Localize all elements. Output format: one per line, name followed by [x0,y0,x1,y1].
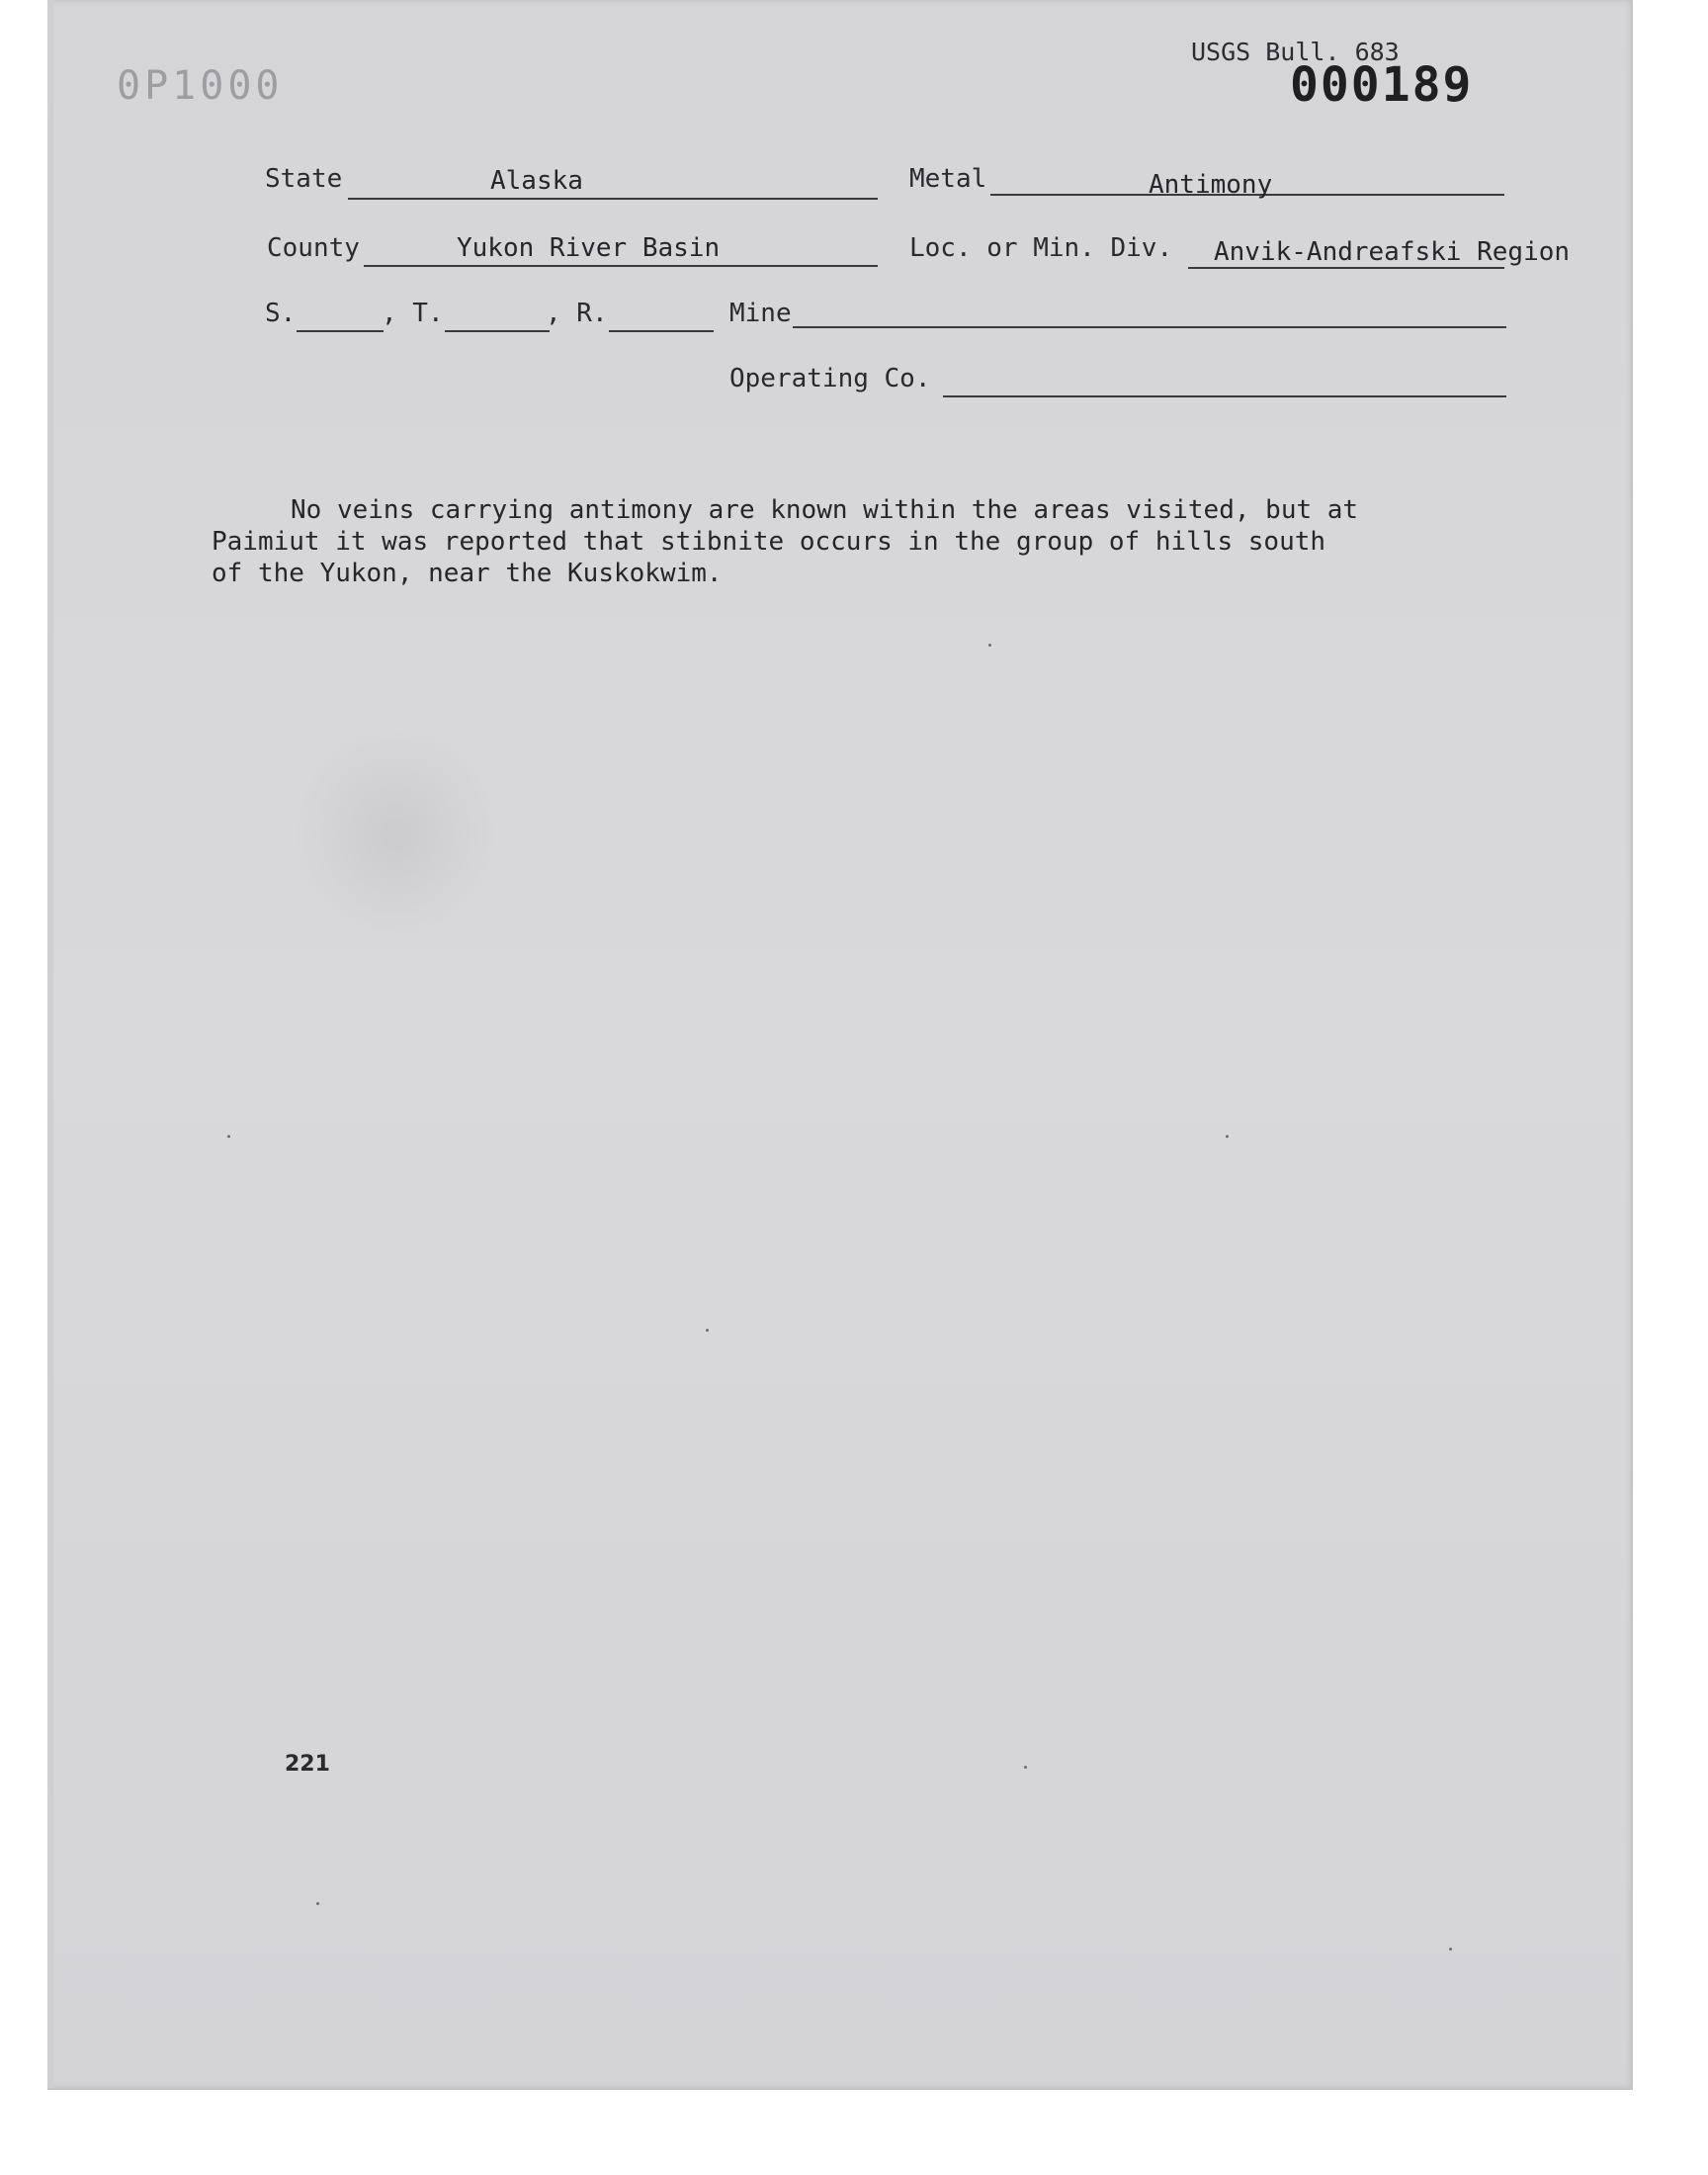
loc-value: Anvik-Andreafski Region [1214,237,1571,267]
metal-value: Antimony [1149,170,1273,200]
loc-underline [1188,267,1504,269]
section-underline [297,330,384,332]
section-label: S. [265,299,297,328]
page-number: 221 [285,1752,330,1777]
scan-speck [988,644,991,647]
body-line-3: of the Yukon, near the Kuskokwim. [212,559,723,588]
operating-co-underline [943,395,1506,397]
county-label: County [267,233,360,263]
operating-co-label: Operating Co. [729,364,931,393]
mine-label: Mine [729,299,792,328]
body-line-2: Paimiut it was reported that stibnite occurs in the group of hills south [212,527,1326,557]
state-value: Alaska [490,166,583,196]
scan-speck [706,1329,709,1332]
metal-label: Metal [909,164,987,194]
body-line-1: No veins carrying antimony are known within the areas visited, but at [291,495,1359,525]
mine-underline [793,326,1506,328]
township-label: , T. [382,299,444,328]
range-underline [609,330,714,332]
range-label: , R. [546,299,608,328]
state-underline [348,198,878,200]
stamp-right-number: 000189 [1290,57,1474,113]
scan-speck [1226,1135,1229,1138]
county-value: Yukon River Basin [457,233,721,263]
scan-speck [1024,1766,1027,1769]
scan-speck [227,1135,230,1138]
county-underline [364,265,878,267]
body-paragraph [212,494,1496,589]
citation-text: USGS Bull. 683 [1191,38,1400,66]
loc-label: Loc. or Min. Div. [909,233,1173,263]
scan-speck [1449,1948,1452,1951]
page-edge [47,0,53,2088]
scan-speck [316,1902,319,1905]
township-underline [445,330,550,332]
stamp-left-number: 0P1000 [117,63,284,109]
state-label: State [265,164,343,194]
